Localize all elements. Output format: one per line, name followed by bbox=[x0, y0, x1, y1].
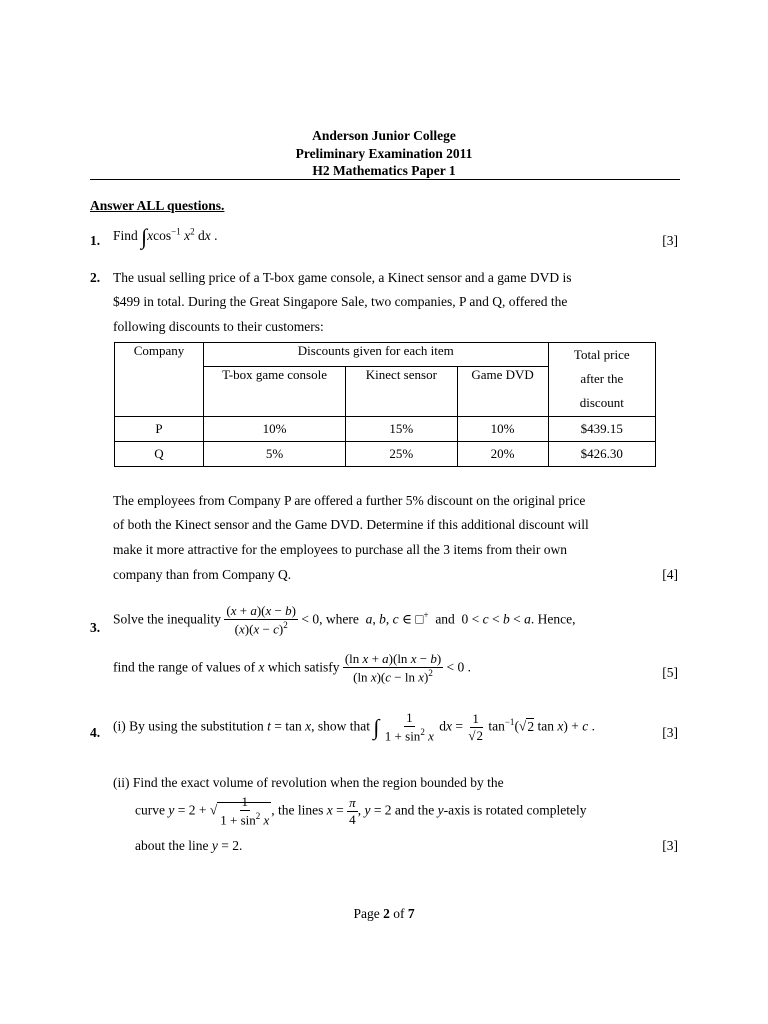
total-header-line-1: Total price bbox=[573, 347, 630, 362]
q2-number: 2. bbox=[90, 270, 101, 285]
row-p-company: P bbox=[115, 417, 204, 442]
discount-table bbox=[114, 342, 656, 467]
row-q-kinect: 25% bbox=[346, 442, 457, 467]
q1-text: Find ∫xcos$^{-1}$ $x^2$ dx . bbox=[113, 224, 218, 249]
q2-line-3: following discounts to their customers: bbox=[113, 319, 324, 334]
q4-marks-2: [3] bbox=[662, 838, 678, 853]
q4-part2-tail2: -axis is rotated completely bbox=[443, 802, 587, 818]
q2-marks: [4] bbox=[662, 567, 678, 582]
q4-part2-line-3: about the line y = 2. bbox=[135, 838, 243, 853]
q2-line-2: $499 in total. During the Great Singapore Sale, two companies, P and Q, offered the bbox=[113, 294, 568, 309]
exam-title: Preliminary Examination 2011 bbox=[295, 146, 473, 161]
q3-inequality-fraction: $\frac{(x + a)(x - b)}{(x)(x - c)^2}$ bbox=[226, 603, 296, 637]
page-number: 2 bbox=[383, 906, 390, 921]
row-q-company: Q bbox=[115, 442, 204, 467]
q3-line2-mid: which satisfy bbox=[267, 659, 340, 675]
q4-part2-lines: , the lines bbox=[271, 802, 324, 818]
q2-para-3: make it more attractive for the employees to purchase all the 3 items from their own bbox=[113, 542, 567, 557]
total-pages: 7 bbox=[407, 906, 415, 921]
q2-para-1: The employees from Company P are offered a further 5% discount on the original price bbox=[113, 493, 586, 508]
table-row bbox=[115, 442, 656, 467]
q4-part1-mid: , show that bbox=[311, 718, 371, 734]
page-footer bbox=[0, 906, 768, 922]
q3-prefix: Solve the inequality bbox=[113, 611, 221, 627]
q3-suffix: . Hence, bbox=[530, 611, 576, 627]
page-label: Page bbox=[353, 906, 380, 921]
q4-number: 4. bbox=[90, 725, 101, 740]
q3-number: 3. bbox=[90, 620, 101, 635]
q3-text-1: Solve the inequality $\frac{(x + a)(x - b)}{(x)(x - c)^2}$ < 0, where a, b, c ∈ □+ and 0 < c < b < a. Hence, bbox=[113, 603, 576, 637]
q2-para-4: company than from Company Q. bbox=[113, 567, 292, 582]
instruction: Answer ALL questions. bbox=[90, 198, 225, 213]
row-p-dvd: 10% bbox=[457, 417, 548, 442]
company-header: Company bbox=[115, 343, 204, 417]
q3-marks: [5] bbox=[662, 665, 678, 680]
q3-line2-prefix: find the range of values of bbox=[113, 659, 256, 675]
header-rule bbox=[90, 179, 680, 180]
total-header-line-3: discount bbox=[579, 395, 624, 410]
total-header bbox=[548, 343, 655, 417]
q3-mid: , where bbox=[319, 611, 359, 627]
table-row bbox=[115, 417, 656, 442]
q4-part2-curve: curve bbox=[135, 802, 165, 818]
integral-sign: ∫ bbox=[141, 224, 148, 249]
q4-part2-line-2: curve y = 2 + √ $\frac{1}{1 + \sin^2 x}$ , the lines x = $\frac{\pi}{4}$ , y = 2 and the y-axis is rotated completely bbox=[135, 794, 587, 828]
q4-part2-tail: = 2 and the bbox=[373, 802, 435, 818]
discount-header: Discounts given for each item bbox=[203, 343, 548, 367]
item-header-tbox: T-box game console bbox=[203, 367, 345, 417]
q3-log-fraction: $\frac{\text{(ln x + a)(ln x − b)}}{(\ln x)(c - \ln x)^2}$ bbox=[344, 651, 442, 685]
row-q-tbox: 5% bbox=[203, 442, 345, 467]
paper-title: H2 Mathematics Paper 1 bbox=[312, 163, 456, 178]
q2-line-1: The usual selling price of a T-box game console, a Kinect sensor and a game DVD is bbox=[113, 270, 572, 285]
item-header-kinect: Kinect sensor bbox=[346, 367, 457, 417]
q4-integrand-fraction: $\frac{1}{1 + \sin^2 x}$ bbox=[384, 710, 434, 744]
row-p-kinect: 15% bbox=[346, 417, 457, 442]
q4-marks-1: [3] bbox=[662, 725, 678, 740]
of-label: of bbox=[393, 906, 405, 921]
item-header-dvd: Game DVD bbox=[457, 367, 548, 417]
total-header-line-2: after the bbox=[580, 371, 624, 386]
q4-part2-line-1: (ii) Find the exact volume of revolution when the region bounded by the bbox=[113, 775, 504, 790]
q1-prefix: Find bbox=[113, 228, 138, 244]
q4-part1: (i) By using the substitution t = tan x, show that ∫ $\frac{1}{1 + \sin^2 x}$ dx = $\frac{1}{√2}$ $\tan^{-1}(√2$ tan x) + c . bbox=[113, 710, 595, 744]
q1-marks: [3] bbox=[662, 233, 678, 248]
q4-root-fraction: $\frac{1}{1 + \sin^2 x}$ bbox=[220, 794, 270, 828]
row-q-dvd: 20% bbox=[457, 442, 548, 467]
row-p-total: $439.15 bbox=[548, 417, 655, 442]
q2-para-2: of both the Kinect sensor and the Game DVD. Determine if this additional discount will bbox=[113, 517, 589, 532]
q4-pi-fraction: $\frac{\pi}{4}$ bbox=[349, 794, 356, 827]
q4-part2-line3: about the line bbox=[135, 838, 209, 853]
college-name: Anderson Junior College bbox=[312, 128, 456, 143]
q1-number: 1. bbox=[90, 233, 101, 248]
q4-coefficient-fraction: $\frac{1}{√2}$ bbox=[468, 710, 483, 743]
q4-part1-prefix: (i) By using the substitution bbox=[113, 718, 264, 734]
row-p-tbox: 10% bbox=[203, 417, 345, 442]
integral-sign: ∫ bbox=[373, 714, 380, 740]
q3-text-2: find the range of values of x which satisfy $\frac{\text{(ln x + a)(ln x − b)}}{(\ln x)(c - \ln x)^2}$ < 0 . bbox=[113, 651, 472, 685]
row-q-total: $426.30 bbox=[548, 442, 655, 467]
